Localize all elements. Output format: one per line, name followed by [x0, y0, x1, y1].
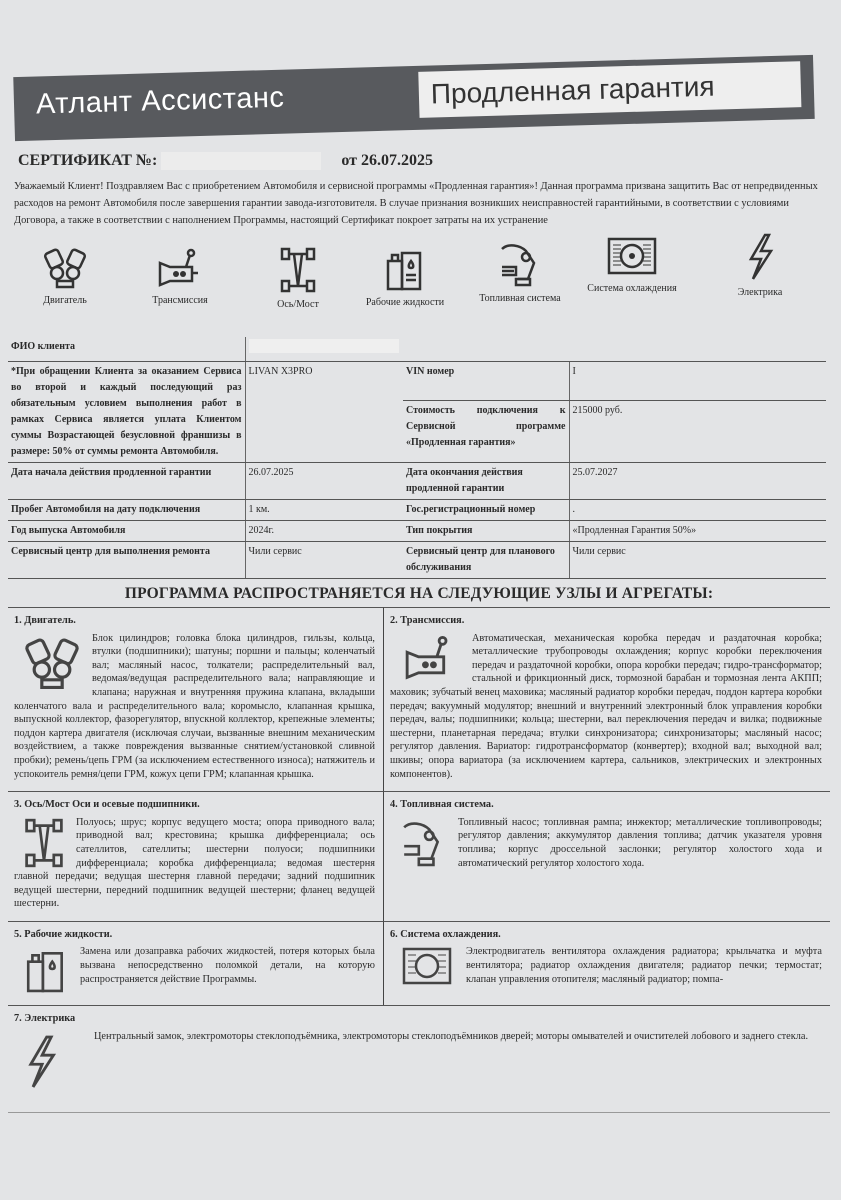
client-name-label: ФИО клиента — [8, 337, 245, 362]
section-text: Полуось; шрус; корпус ведущего моста; опора приводного вала; приводной вал; крестовина; крышка дифференциала; ось сателлитов, сателлиты; шестерни полуоси; подшипники дифференциала; коробка дифференциала; ведомая шестерня главной передачи; ведущая шестерня главной передачи; задний подшипник ведущей шестерни, передний подшипник ведущей шестерни; фланец ведущей шестерни. — [14, 816, 375, 910]
end-date-label: Дата окончания действия продленной гарантии — [403, 463, 569, 500]
radiator-icon — [400, 947, 454, 987]
section-transmission — [384, 607, 830, 791]
coverage-heading: ПРОГРАММА РАСПРОСТРАНЯЕТСЯ НА СЛЕДУЮЩИЕ УЗЛЫ И АГРЕГАТЫ: — [124, 585, 714, 602]
start-date-value: 26.07.2025 — [245, 463, 403, 500]
section-title: 5. Рабочие жидкости. — [14, 928, 113, 940]
section-title: 4. Топливная система. — [390, 799, 494, 811]
certificate-body — [8, 150, 830, 1113]
franchise-note: *При обращении Клиента за оказанием Сервиса во второй и каждый последующий раз обязательным условием выполнения работ в рамках Сервиса является уплата Клиентом суммы Возрастающей безусловной франшизы в размере: 50% от суммы ремонта Автомобиля. — [8, 362, 245, 463]
icon-fluids — [360, 247, 450, 309]
coverage-icons — [8, 233, 830, 333]
redacted-number — [161, 152, 321, 170]
lightning-icon — [745, 233, 775, 281]
fuel-icon — [400, 818, 446, 868]
section-axle — [8, 791, 384, 921]
section-electrics — [8, 1005, 830, 1112]
fluids-icon — [24, 947, 68, 993]
cost-value: 215000 руб. — [569, 401, 826, 463]
section-title: 7. Электрика — [14, 1013, 76, 1025]
section-title: 2. Трансмиссия. — [390, 615, 465, 626]
transmission-icon — [400, 634, 460, 682]
service-center-label: Сервисный центр для планового обслуживания — [403, 542, 569, 579]
plate-value: . — [569, 500, 826, 521]
section-text: Замена или дозаправка рабочих жидкостей, потеря которых была вызвана непосредственно поломкой детали, на которую распространяется действие Программы. — [80, 946, 375, 985]
engine-icon — [24, 634, 80, 690]
client-info-table — [8, 337, 826, 579]
certificate-header — [8, 150, 830, 172]
icon-label: Электрика — [737, 287, 783, 298]
icon-label: Топливная система — [479, 293, 561, 304]
certificate-date: от 26.07.2025 — [341, 152, 433, 169]
mileage-value: 1 км. — [245, 500, 403, 521]
section-text: Электродвигатель вентилятора охлаждения радиатора; крыльчатка и муфта вентилятора; радиатор охлаждения двигателя; радиатор печки; термостат; клапан управления отопителя; масляный радиатор; помпа- — [466, 946, 822, 985]
service-center-value: Чили сервис — [569, 542, 826, 579]
engine-icon — [43, 245, 87, 289]
certificate-number — [8, 152, 321, 170]
brand-name: Атлант Ассистанс — [35, 81, 285, 121]
icon-transmission — [135, 247, 225, 307]
section-fuel — [384, 791, 830, 921]
coverage-value: «Продленная Гарантия 50%» — [569, 521, 826, 542]
lightning-icon — [24, 1032, 58, 1092]
radiator-icon — [607, 237, 657, 277]
section-title: 1. Двигатель. — [14, 615, 76, 626]
vin-value: I — [569, 362, 826, 401]
plate-label: Гос.регистрационный номер — [403, 500, 569, 521]
icon-label: Трансмиссия — [152, 295, 208, 306]
section-text: Блок цилиндров; головка блока цилиндров, гильзы, кольца, втулки (подшипники); шатуны; поршни и пальцы; коленчатый вал; масляный насос, толкатели; распределительный вал, ведомая/ведущая распределительного вала; направляющие и клапана; наружная и внутренняя пружина клапана, вкладыши коленчатого вала и распределительного вала; коромысло, клапанная крышка, выпускной коллектор, фазорегулятор, впускной коллектор, крепежные элементы; поддон картера двигателя (исключая случаи, вызванные внешним механическим воздействием, а также повреждения вызванные снятием/установкой сливной пробки); ремень/цепь ГРМ (за исключением естественного износа); натяжитель и успокоитель ремня/цепи ГРМ, кожух цепи ГРМ; клапанная крышка. — [14, 632, 375, 780]
cost-label: Стоимость подключения к Сервисной программе «Продленная гарантия» — [403, 401, 569, 463]
icon-label: Система охлаждения — [587, 283, 677, 294]
section-text: Топливный насос; топливная рампа; инжектор; металлические топливопроводы; регулятор давления; аккумулятор давления топлива; датчик указателя уровня топлива; корпус дроссельной заслонки; регулятор холостого хода и автоматический регулятор холостого хода. — [458, 816, 822, 869]
vin-label: VIN номер — [403, 362, 569, 401]
intro-paragraph: Уважаемый Клиент! Поздравляем Вас с приобретением Автомобиля и сервисной программы «Продленная гарантия»! Данная программа призвана защитить Вас от непредвиденных расходов на ремонт Автомобиля после завершения гарантии завода-изготовителя. В случае признания возникших неисправностей гарантийными, в соответствии с условиями Договора, а также в соответствии с наполнением Программы, настоящий Сертификат покроет затраты на их устранение — [14, 181, 818, 226]
end-date-value: 25.07.2027 — [569, 463, 826, 500]
section-title: 6. Система охлаждения. — [390, 928, 501, 940]
repair-center-value: Чили сервис — [245, 542, 403, 579]
section-title: 3. Ось/Мост Оси и осевые подшипники. — [14, 799, 200, 811]
client-name-value — [245, 337, 826, 362]
section-text: Автоматическая, механическая коробка передач и раздаточная коробка; металлические трубопроводы охлаждения; корпус коробки переключения передач и раздаточной коробки, опора коробки передач; гидро-трансформатор; стальной и фрикционный диск, тормозной барабан и тормозная лента АКПП; маховик; зубчатый венец маховика; масляный радиатор коробки передач, поддон картера коробки передач; вакуумный модулятор; внешний и внутренний электронный блок управления коробки передач, валы; подшипники; кольца; шестерни, вал переключения передач и вилка; подвижные шестерни, планетарная передача; втулки синхронизатора; синхронизаторы; масляный насос; регулятор давления. Вариатор: гидротрансформатор (конвертер); входной вал; выходной вал; шкивы; опора вариатора (за исключением картера, сальников, электрических и электронных компонентов). — [390, 632, 822, 780]
transmission-icon — [156, 247, 204, 289]
year-value: 2024г. — [245, 521, 403, 542]
icon-engine — [20, 245, 110, 307]
product-name: Продленная гарантия — [418, 61, 801, 118]
fluids-icon — [384, 247, 426, 291]
icon-cooling — [587, 237, 677, 295]
section-engine — [8, 607, 384, 791]
year-label: Год выпуска Автомобиля — [8, 521, 245, 542]
icon-label: Ось/Мост — [277, 299, 319, 310]
repair-center-label: Сервисный центр для выполнения ремонта — [8, 542, 245, 579]
fuel-icon — [498, 241, 542, 287]
car-model: LIVAN X3PRO — [245, 362, 403, 463]
section-fluids — [8, 921, 384, 1006]
section-cooling — [384, 921, 830, 1006]
start-date-label: Дата начала действия продленной гарантии — [8, 463, 245, 500]
axle-icon — [280, 247, 316, 293]
coverage-label: Тип покрытия — [403, 521, 569, 542]
certificate-label: СЕРТИФИКАТ №: — [18, 151, 158, 169]
mileage-label: Пробег Автомобиля на дату подключения — [8, 500, 245, 521]
axle-icon — [24, 818, 64, 868]
icon-electrics — [715, 233, 805, 299]
icon-axle — [253, 247, 343, 311]
header-banner — [13, 55, 814, 141]
icon-label: Двигатель — [43, 295, 87, 306]
redacted-name — [249, 339, 399, 353]
icon-label: Рабочие жидкости — [365, 297, 445, 308]
coverage-sections — [8, 607, 830, 1113]
section-text: Центральный замок, электромоторы стеклоподъёмника, электромоторы стеклоподъёмников дверей; моторы омывателей и очистителей лобового и заднего стекла. — [94, 1031, 809, 1043]
icon-fuel — [475, 241, 565, 305]
